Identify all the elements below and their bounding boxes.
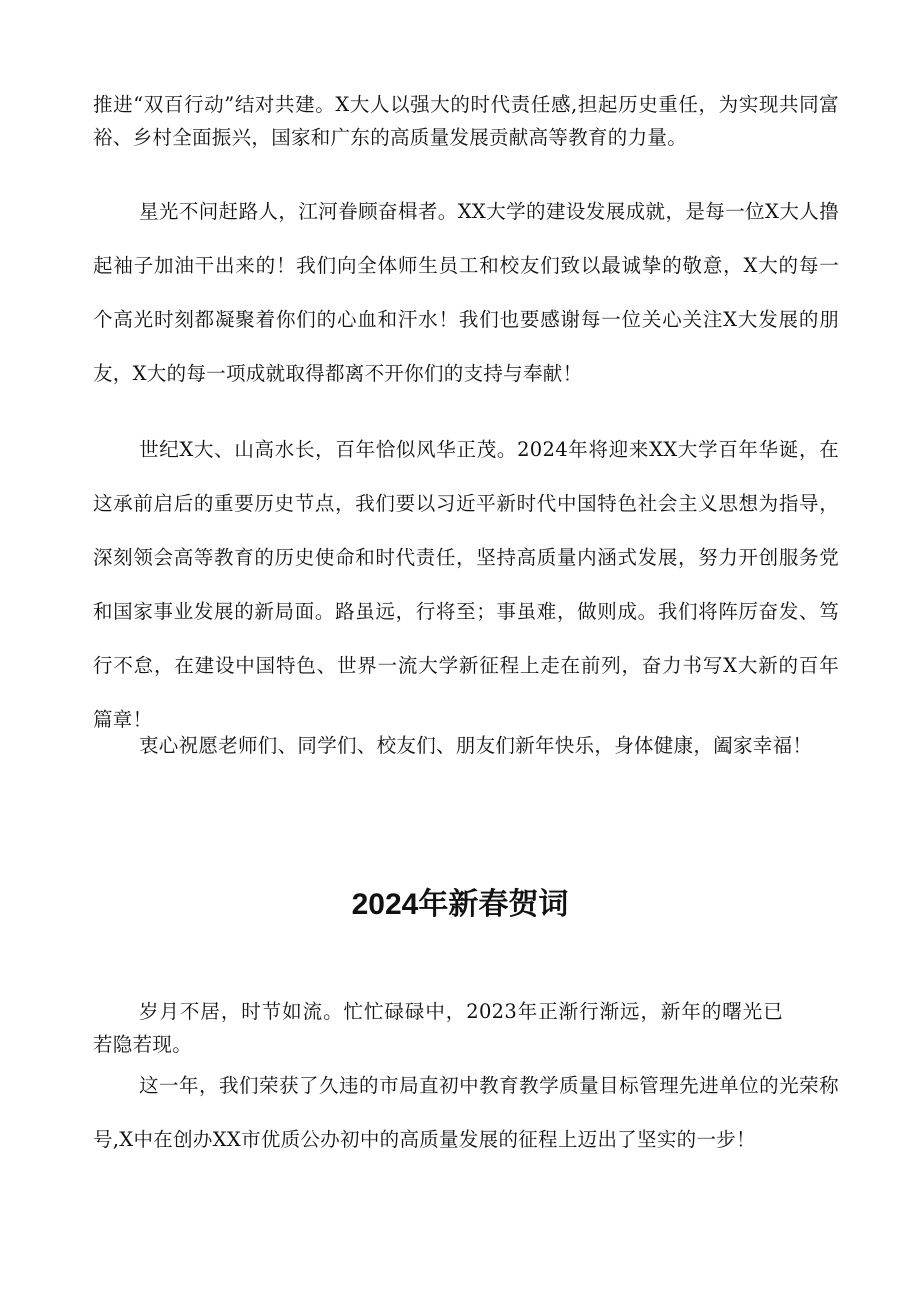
paragraph-shiji: 世纪X大、山高水长，百年恰似风华正茂。2024年将迎来XX大学百年华诞，在这承前启后的重要历史节点，我们要以习近平新时代中国特色社会主义思想为指导，深刻领会高等教育的历史使命和时代责任，坚持高质量内涵式发展，努力开创服务党和国家事业发展的新局面。路虽远，行将至；事虽难，做则成。我们将阵厉奋发、笃行不怠，在建设中国特色、世界一流大学新征程上走在前列，奋力书写X大新的百年篇章！	[93, 438, 839, 731]
paragraph-zhuyuan: 衷心祝愿老师们、同学们、校友们、朋友们新年快乐，身体健康，阖家幸福！	[139, 734, 813, 757]
paragraph-shuangbai: 推进“双百行动”结对共建。X大人以强大的时代责任感,担起历史重任，为实现共同富裕、乡村全面振兴，国家和广东的高质量发展贡献高等教育的力量。	[93, 93, 839, 149]
paragraph-xingguang: 星光不问赶路人，江河眷顾奋楫者。XX大学的建设发展成就，是每一位X大人撸起袖子加油干出来的！我们向全体师生员工和校友们致以最诚挚的敬意，X大的每一个高光时刻都凝聚着你们的心血和汗水！我们也要感谢每一位关心关注X大发展的朋友，X大的每一项成就取得都离不开你们的支持与奉献！	[93, 200, 839, 385]
paragraph-zheyinian: 这一年，我们荣获了久违的市局直初中教育教学质量目标管理先进单位的光荣称号,X中在创办XX市优质公办初中的高质量发展的征程上迈出了坚实的一步！	[93, 1074, 839, 1151]
page-title: 2024年新春贺词	[351, 888, 569, 921]
paragraph-suiyue: 岁月不居，时节如流。忙忙碌碌中，2023年正渐行渐远，新年的曙光已若隐若现。	[93, 1000, 783, 1056]
